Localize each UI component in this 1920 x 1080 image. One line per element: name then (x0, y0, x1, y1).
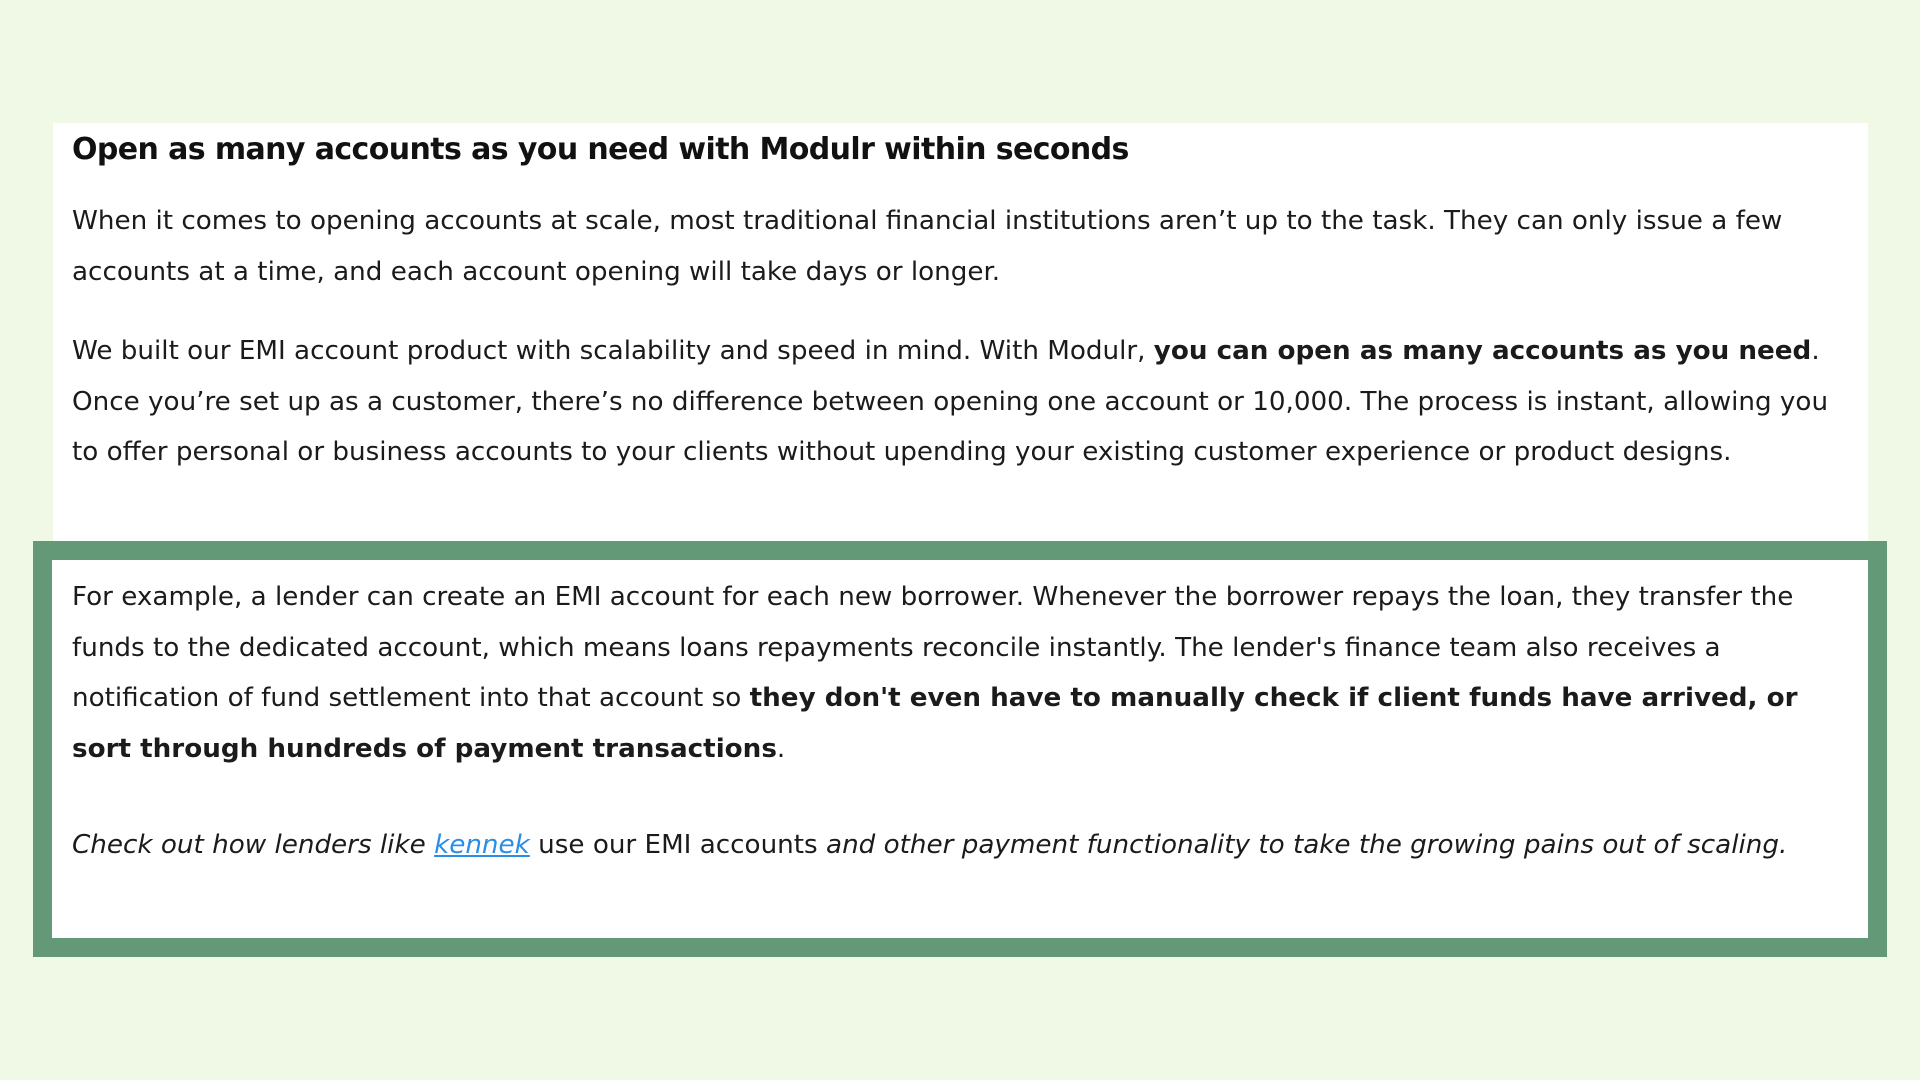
bold-emphasis: you can open as many accounts as you need (1153, 336, 1812, 366)
italic-text: Check out how lenders like (72, 830, 435, 860)
paragraph-text: For example, a lender can create an EMI account for each new borrower. Whenever the borrower repays the loan, they transfer the funds to the dedicated account, which means loans repayments reconcile instantly. The lender's finance team also receives a notification of fund settlement into that account so (72, 582, 1794, 713)
bold-emphasis: they don't even have to manually check if client funds have arrived, or sort through hundreds of payment transactions (72, 683, 1798, 764)
kennek-link[interactable]: kennek (434, 830, 530, 860)
paragraph-text: We built our EMI account product with scalability and speed in mind. With Modulr, (72, 336, 1154, 366)
paragraph-scalability (72, 326, 1847, 478)
paragraph-intro: When it comes to opening accounts at scale, most traditional financial institutions aren’t up to the task. They can only issue a few accounts at a time, and each account opening will take days or longer. (72, 206, 1783, 287)
italic-text: and other payment functionality to take the growing pains out of scaling. (826, 830, 1788, 860)
paragraph-case-study (72, 815, 1847, 876)
paragraph-text: . (776, 733, 786, 764)
paragraph-example (72, 572, 1847, 774)
paragraph-text: use our EMI accounts (529, 830, 827, 860)
section-heading: Open as many accounts as you need with Modulr within seconds (72, 132, 1129, 167)
paragraph-text: . Once you’re set up as a customer, there’s no difference between opening one account or 10,000. The process is instant, allowing you to offer personal or business accounts to your clients without upending your existing customer experience or product designs. (72, 336, 1829, 467)
article-content (72, 130, 1847, 860)
